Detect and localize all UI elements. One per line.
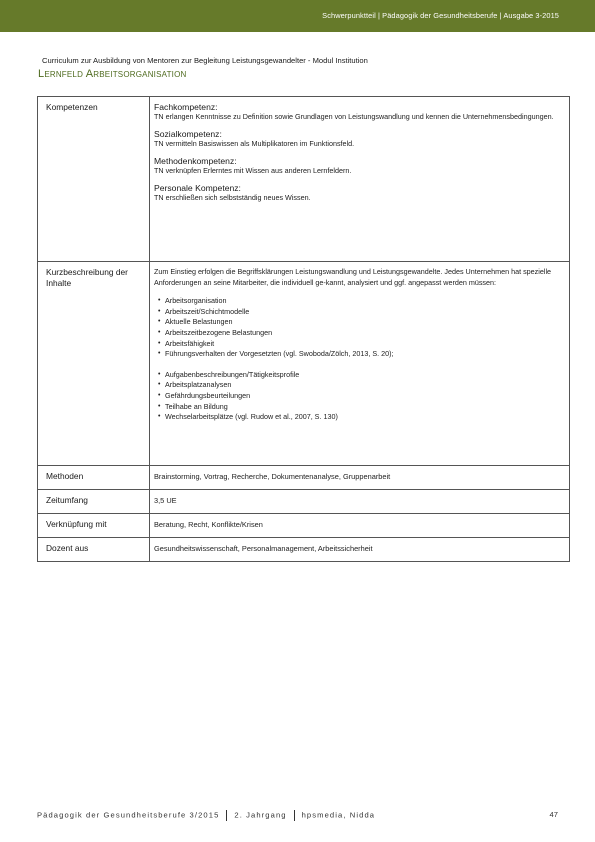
verknuepfung-value: Beratung, Recht, Konflikte/Krisen: [154, 520, 263, 529]
personale-kompetenz-text: TN erschließen sich selbstständig neues Wissen.: [154, 193, 311, 202]
footer: [37, 810, 375, 821]
footer-journal: Pädagogik der Gesundheitsberufe 3/2015: [37, 810, 220, 820]
list-item: • Arbeitsfähigkeit: [158, 339, 563, 350]
row-label-methoden: Methoden: [46, 471, 84, 481]
curriculum-table: [37, 96, 570, 562]
label-cell: [38, 490, 150, 514]
list-item: • Arbeitsorganisation: [158, 296, 563, 307]
sozialkompetenz-text: TN vermitteln Basiswissen als Multiplikatoren im Funktionsfeld.: [154, 139, 355, 148]
list-item: • Führungsverhalten der Vorgesetzten (vgl. Swoboda/Zölch, 2013, S. 20);: [158, 349, 563, 360]
table-row-dozent: [38, 538, 570, 562]
list-item: • Gefährdungsbeurteilungen: [158, 391, 563, 402]
row-label-dozent: Dozent aus: [46, 543, 89, 553]
list-item: • Wechselarbeitsplätze (vgl. Rudow et al., 2007, S. 130): [158, 412, 563, 423]
methoden-value: Brainstorming, Vortrag, Recherche, Dokumentenanalyse, Gruppenarbeit: [154, 472, 391, 481]
content-cell-methoden: [150, 466, 570, 490]
content-list-1: [154, 296, 563, 360]
dozent-value: Gesundheitswissenschaft, Personalmanagement, Arbeitssicherheit: [154, 544, 373, 553]
content-cell-kompetenzen: [150, 97, 570, 262]
footer-separator: [226, 810, 227, 821]
kurzbeschreibung-intro: Zum Einstieg erfolgen die Begriffsklärungen Leistungswandlung und Leistungsgewandelte. Jedes Unternehmen hat spezielle Anforderungen an seine Mitarbeiter, die individuell ge-kannt, analysiert und ggf. angepasst werden müssen:: [154, 267, 552, 287]
list-item: • Arbeitsplatzanalysen: [158, 380, 563, 391]
page-number: 47: [549, 810, 558, 819]
label-cell: [38, 97, 150, 262]
footer-publisher: hpsmedia, Nidda: [301, 810, 376, 820]
row-label-kompetenzen: Kompetenzen: [46, 102, 98, 112]
methodenkompetenz-text: TN verknüpfen Erlerntes mit Wissen aus anderen Lernfeldern.: [154, 166, 352, 175]
label-cell: [38, 262, 150, 466]
label-cell: [38, 538, 150, 562]
sozialkompetenz-heading: Sozialkompetenz:: [154, 129, 222, 139]
list-item: • Teilhabe an Bildung: [158, 402, 563, 413]
table-row-methoden: [38, 466, 570, 490]
methodenkompetenz-heading: Methodenkompetenz:: [154, 156, 237, 166]
content-cell-dozent: [150, 538, 570, 562]
table-row-kurzbeschreibung: [38, 262, 570, 466]
table-row-verknuepfung: [38, 514, 570, 538]
table-row-kompetenzen: [38, 97, 570, 262]
section-title: Lernfeld Arbeitsorganisation: [38, 68, 187, 80]
content-cell-verknuepfung: [150, 514, 570, 538]
footer-volume: 2. Jahrgang: [234, 810, 287, 820]
document-subtitle: Curriculum zur Ausbildung von Mentoren zur Begleitung Leistungsgewandelter - Modul Institution: [42, 56, 368, 65]
header-text: Schwerpunktteil | Pädagogik der Gesundheitsberufe | Ausgabe 3-2015: [322, 11, 559, 20]
label-cell: [38, 514, 150, 538]
row-label-kurzbeschreibung: Kurzbeschreibung der Inhalte: [46, 267, 128, 288]
list-item: • Arbeitszeit/Schichtmodelle: [158, 307, 563, 318]
list-item: • Aktuelle Belastungen: [158, 317, 563, 328]
content-list-2: [154, 370, 563, 423]
content-cell-zeitumfang: [150, 490, 570, 514]
table-row-zeitumfang: [38, 490, 570, 514]
list-item: • Aufgabenbeschreibungen/Tätigkeitsprofile: [158, 370, 563, 381]
list-item: • Arbeitszeitbezogene Belastungen: [158, 328, 563, 339]
footer-separator: [294, 810, 295, 821]
label-cell: [38, 466, 150, 490]
content-cell-kurzbeschreibung: [150, 262, 570, 466]
personale-kompetenz-heading: Personale Kompetenz:: [154, 183, 241, 193]
row-label-verknuepfung: Verknüpfung mit: [46, 519, 107, 529]
fachkompetenz-text: TN erlangen Kenntnisse zu Definition sowie Grundlagen von Leistungswandlung und kennen die Unternehmensbedingungen.: [154, 112, 554, 121]
header-bar: [0, 0, 595, 32]
zeitumfang-value: 3,5 UE: [154, 496, 177, 505]
row-label-zeitumfang: Zeitumfang: [46, 495, 88, 505]
fachkompetenz-heading: Fachkompetenz:: [154, 102, 218, 112]
